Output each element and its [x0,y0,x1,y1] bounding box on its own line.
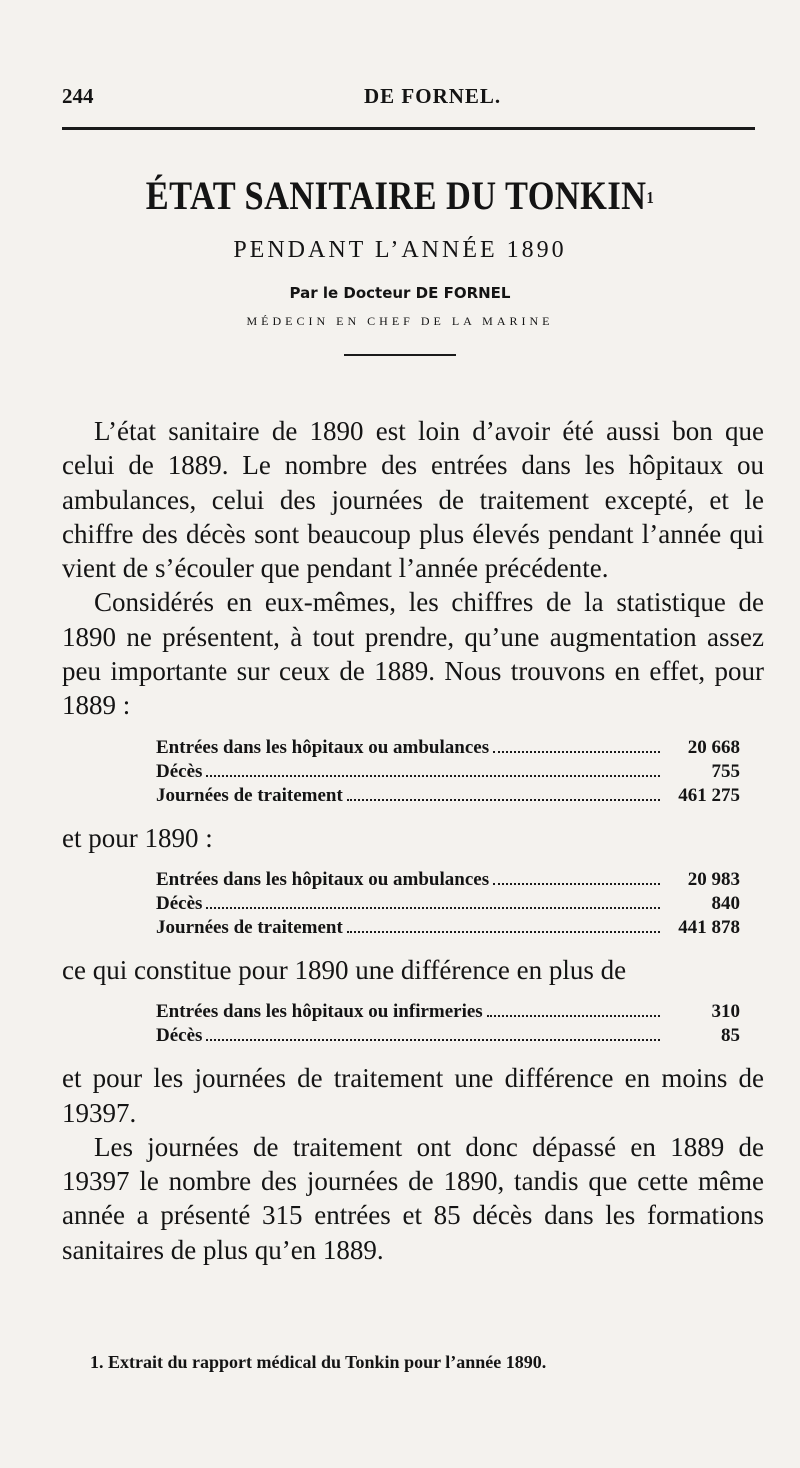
footnote-mark: 1 [646,188,655,207]
running-title: DE FORNEL. [364,84,502,108]
article-title-text: ÉTAT SANITAIRE DU TONKIN [145,173,647,218]
stat-label: Décès [156,1025,203,1047]
paragraph-1890-intro: et pour 1890 : [62,822,213,853]
statistics-difference [156,1000,740,1048]
stat-label: Entrées dans les hôpitaux ou infirmeries [156,1001,483,1023]
stat-value: 441 878 [678,916,740,938]
dot-leader [493,883,660,885]
paragraph-conclusion: Les journées de traitement ont donc dépassé en 1889 de 19397 le nombre des journées de 1890, tandis que cette même année a présenté 315 entrées et 85 décès dans les formations sanitaires de plus qu’en 1889. [62,1131,764,1265]
dot-leader [493,751,660,753]
stat-value: 461 275 [678,784,740,806]
stat-row [156,868,740,892]
dot-leader [206,775,660,777]
stat-label: Décès [156,892,203,914]
paragraph-days-difference: et pour les journées de traitement une différence en moins de 19397. [62,1063,764,1128]
stat-row [156,784,740,808]
stat-value: 20 983 [687,868,740,890]
stat-row [156,916,740,940]
stat-row [156,892,740,916]
stat-row [156,760,740,784]
paragraph-comparison: Considérés en eux-mêmes, les chiffres de la statistique de 1890 ne présentent, à tout prendre, qu’une augmentation assez peu importante sur ceux de 1889. Nous trouvons en effet, pour 1889 : [62,587,764,721]
author-line: Par le Docteur DE FORNEL [289,284,511,302]
statistics-1889 [156,736,740,808]
stat-label: Journées de traitement [156,916,343,938]
stat-value: 20 668 [687,736,740,758]
article-title-block [0,172,800,356]
stat-label: Décès [156,760,203,782]
stat-value: 85 [721,1025,740,1047]
statistics-1890 [156,868,740,940]
dot-leader [206,907,660,909]
dot-leader [206,1039,660,1041]
stat-row [156,1000,740,1024]
footnote: 1. Extrait du rapport médical du Tonkin pour l’année 1890. [90,1352,547,1372]
page-number: 244 [62,84,94,108]
stat-value: 755 [711,760,740,782]
paragraph-difference-intro: ce qui constitue pour 1890 une différence en plus de [62,954,627,985]
dot-leader [347,931,660,933]
stat-label: Entrées dans les hôpitaux ou ambulances [156,736,490,758]
paragraph-intro: L’état sanitaire de 1890 est loin d’avoir été aussi bon que celui de 1889. Le nombre des entrées dans les hôpitaux ou ambulances, celui des journées de traitement excepté, et le chiffre des décès sont beaucoup plus élevés pendant l’année qui vient de s’écouler que pendant l’année précédente. [62,416,764,584]
article-title [56,172,744,220]
stat-row [156,736,740,760]
stat-row [156,1024,740,1048]
author-role: MÉDECIN EN CHEF DE LA MARINE [246,314,554,328]
stat-value: 310 [711,1001,740,1023]
dot-leader [347,799,660,801]
header-rule [62,127,755,130]
article-subtitle: PENDANT L’ANNÉE 1890 [233,237,567,263]
running-head [62,84,750,114]
stat-label: Entrées dans les hôpitaux ou ambulances [156,868,490,890]
stat-label: Journées de traitement [156,784,343,806]
stat-value: 840 [711,892,740,914]
article-body [62,414,764,1267]
dot-leader [487,1015,660,1017]
title-divider [344,354,456,356]
